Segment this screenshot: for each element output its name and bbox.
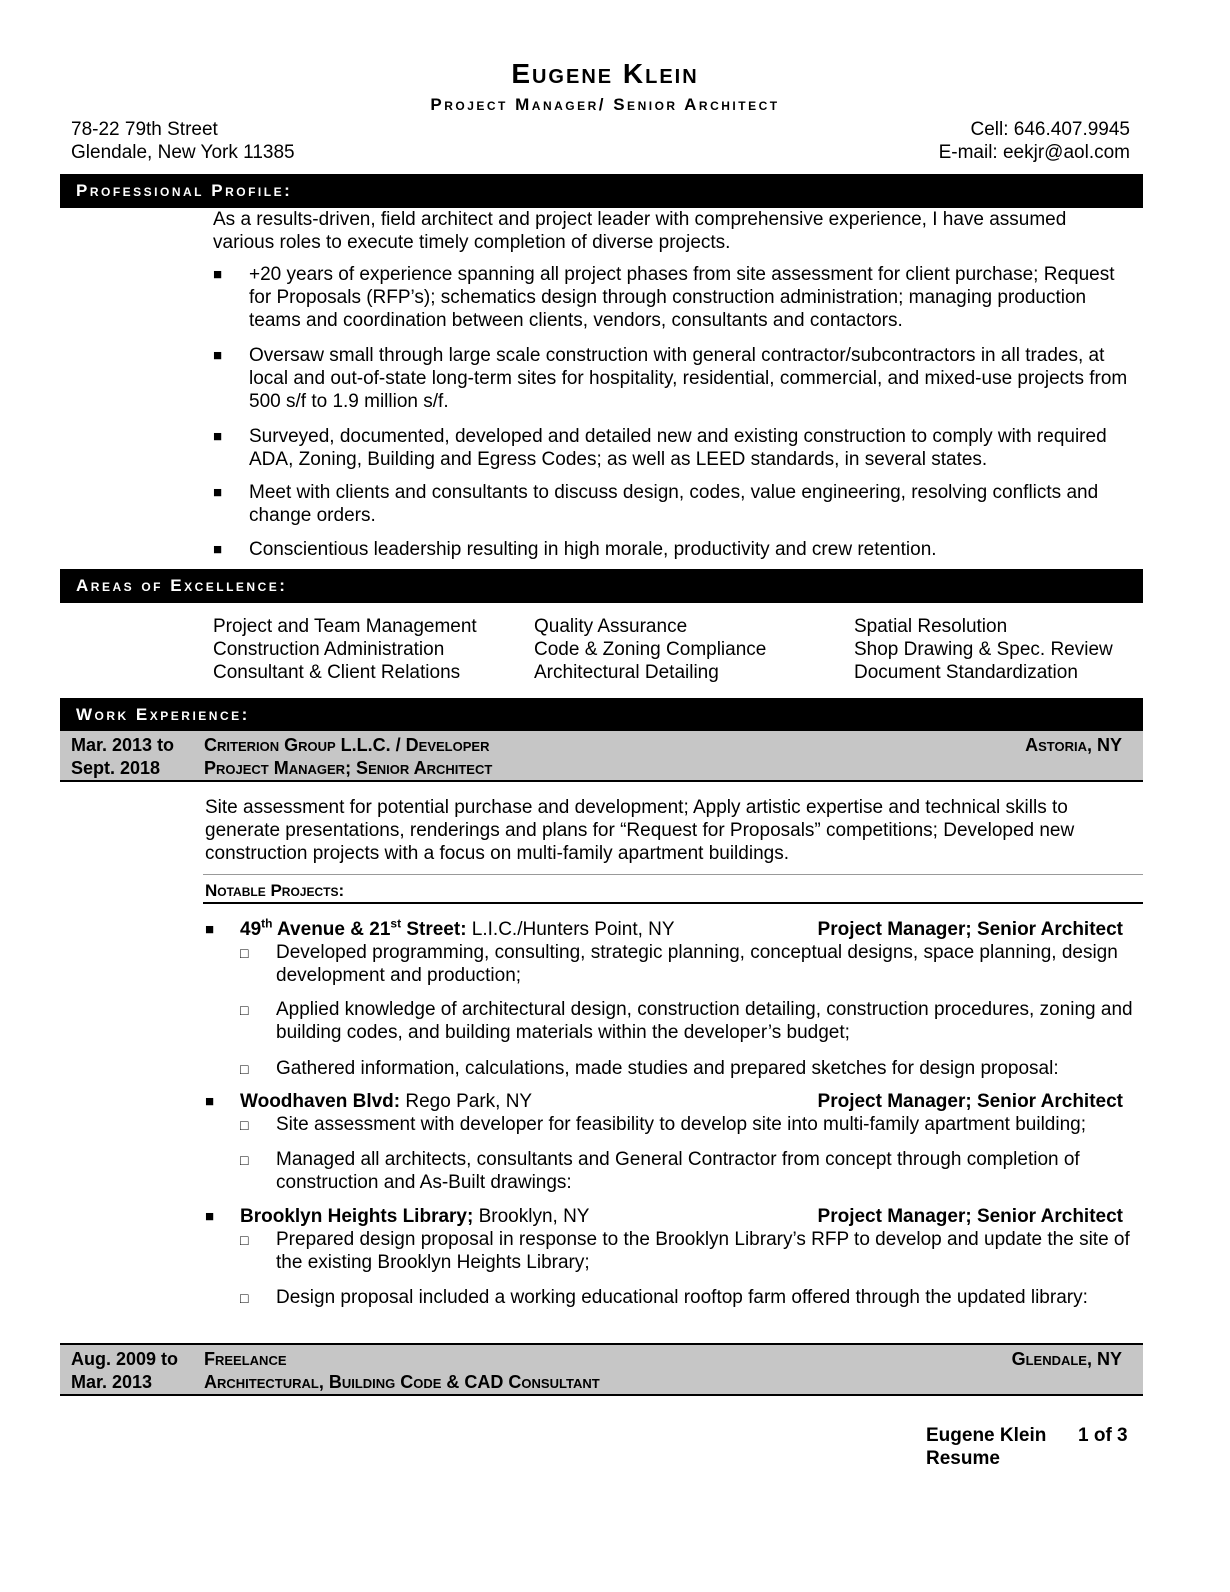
detail-text: Design proposal included a working educational rooftop farm offered through the updated library: <box>276 1287 1088 1308</box>
section-header-work: Work Experience: <box>60 698 1143 730</box>
email-address: E-mail: eekjr@aol.com <box>938 142 1130 163</box>
footer-name: Eugene Klein <box>926 1425 1047 1446</box>
notable-projects-heading: Notable Projects: <box>205 881 345 900</box>
divider <box>203 874 1143 875</box>
list-item <box>240 1057 1135 1080</box>
bullet-text: Oversaw small through large scale construction with general contractor/subcontractors in all trades, at local and out-of-state long-term sites for hospitality, residential, commercial, and mixed-use projects from 500 s/f to 1.9 million s/f. <box>249 345 1128 412</box>
job-date-end: Mar. 2013 <box>71 1372 153 1392</box>
job-header-bar <box>60 1343 1143 1396</box>
section-header-areas: Areas of Excellence: <box>60 569 1143 601</box>
bullet-icon: ■ <box>213 428 223 445</box>
detail-text: Managed all architects, consultants and General Contractor from concept through completion of construction and As-Built drawings: <box>276 1149 1080 1193</box>
areas-column-1 <box>213 615 477 684</box>
project-role: Project Manager; Senior Architect <box>817 919 1123 940</box>
sub-bullet-icon: □ <box>240 945 249 961</box>
page-number: 1 of 3 <box>1078 1425 1128 1446</box>
job-date-start: Aug. 2009 to <box>71 1349 179 1369</box>
bullet-icon: ■ <box>205 921 215 938</box>
profile-bullet-list <box>213 263 1138 561</box>
bullet-text: Surveyed, documented, developed and detailed new and existing construction to comply with required ADA, Zoning, Building and Egress Codes; as well as LEED standards, in several states. <box>249 426 1107 470</box>
bullet-icon: ■ <box>213 484 223 501</box>
area-item: Code & Zoning Compliance <box>534 639 767 660</box>
bullet-icon: ■ <box>213 541 223 558</box>
list-item <box>240 1286 1135 1309</box>
area-item: Architectural Detailing <box>534 662 719 683</box>
bullet-text: Meet with clients and consultants to discuss design, codes, value engineering, resolving conflicts and change orders. <box>249 482 1099 526</box>
areas-column-3 <box>854 615 1113 684</box>
job-date-start: Mar. 2013 to <box>71 735 175 755</box>
project-detail-list <box>240 1228 1135 1309</box>
job-company: Criterion Group L.L.C. / Developer <box>204 735 490 755</box>
area-item: Quality Assurance <box>534 616 688 637</box>
project-place: Brooklyn, NY <box>473 1206 590 1227</box>
job-summary: Site assessment for potential purchase and development; Apply artistic expertise and technical skills to generate presentations, renderings and plans for “Request for Proposals” competitions; Developed new construction projects with a focus on multi-family apartment buildings. <box>205 797 1075 864</box>
bullet-icon: ■ <box>205 1093 215 1110</box>
divider <box>203 902 1143 904</box>
project-role: Project Manager; Senior Architect <box>817 1206 1123 1227</box>
project-place: Rego Park, NY <box>400 1091 533 1112</box>
sub-bullet-icon: □ <box>240 1290 249 1306</box>
sub-bullet-icon: □ <box>240 1002 249 1018</box>
list-item <box>213 425 1138 471</box>
list-item <box>213 538 1138 561</box>
sub-bullet-icon: □ <box>240 1232 249 1248</box>
project-detail-list <box>240 941 1135 1080</box>
area-item: Document Standardization <box>854 662 1078 683</box>
project-detail-list <box>240 1113 1135 1194</box>
section-divider <box>60 601 1143 603</box>
list-item <box>240 941 1135 987</box>
list-item <box>213 344 1138 413</box>
profile-intro: As a results-driven, field architect and project leader with comprehensive experience, I have assumed various roles to execute timely completion of diverse projects. <box>213 209 1067 253</box>
detail-text: Applied knowledge of architectural design, construction detailing, construction procedures, zoning and building codes, and building materials within the developer’s budget; <box>276 999 1133 1043</box>
sub-bullet-icon: □ <box>240 1117 249 1133</box>
job-location: Astoria, NY <box>1025 735 1122 755</box>
detail-text: Developed programming, consulting, strategic planning, conceptual designs, space planning, design development and production; <box>276 942 1118 986</box>
area-item: Consultant & Client Relations <box>213 662 461 683</box>
section-header-profile: Professional Profile: <box>60 174 1143 206</box>
area-item: Shop Drawing & Spec. Review <box>854 639 1113 660</box>
project-place: L.I.C./Hunters Point, NY <box>466 919 675 940</box>
job-date-end: Sept. 2018 <box>71 758 161 778</box>
area-item: Construction Administration <box>213 639 445 660</box>
list-item <box>240 1228 1135 1274</box>
resume-title: Project Manager/ Senior Architect <box>430 95 780 114</box>
bullet-icon: ■ <box>213 347 223 364</box>
list-item <box>213 263 1138 332</box>
job-role: Architectural, Building Code & CAD Consultant <box>204 1372 600 1392</box>
resume-name: Eugene Klein <box>511 58 699 89</box>
areas-column-2 <box>534 615 766 684</box>
list-item <box>213 481 1138 527</box>
footer-doc-label: Resume <box>926 1448 1000 1469</box>
sub-bullet-icon: □ <box>240 1061 249 1077</box>
detail-text: Prepared design proposal in response to the Brooklyn Library’s RFP to develop and update the site of the existing Brooklyn Heights Library; <box>276 1229 1130 1273</box>
list-item <box>240 998 1135 1044</box>
list-item <box>240 1148 1135 1194</box>
area-item: Project and Team Management <box>213 616 477 637</box>
project-title: Woodhaven Blvd: Rego Park, NY <box>240 1091 533 1112</box>
detail-text: Site assessment with developer for feasibility to develop site into multi-family apartment building; <box>276 1114 1086 1135</box>
job-header-bar <box>60 729 1143 782</box>
job-role: Project Manager; Senior Architect <box>204 758 493 778</box>
project-title: 49th Avenue & 21st Street: L.I.C./Hunters Point, NY <box>240 916 675 940</box>
sub-bullet-icon: □ <box>240 1152 249 1168</box>
job-company: Freelance <box>204 1349 287 1369</box>
area-item: Spatial Resolution <box>854 616 1008 637</box>
bullet-icon: ■ <box>205 1208 215 1225</box>
address-line-1: 78-22 79th Street <box>71 119 218 140</box>
bullet-text: Conscientious leadership resulting in high morale, productivity and crew retention. <box>249 539 937 560</box>
project-title: Brooklyn Heights Library; Brooklyn, NY <box>240 1206 590 1227</box>
cell-phone: Cell: 646.407.9945 <box>970 119 1130 140</box>
list-item <box>240 1113 1135 1136</box>
project-role: Project Manager; Senior Architect <box>817 1091 1123 1112</box>
bullet-text: +20 years of experience spanning all project phases from site assessment for client purchase; Request for Proposals (RFP’s); schematics design through construction administration; managing production teams and coordination between clients, vendors, consultants and contactors. <box>249 264 1115 331</box>
bullet-icon: ■ <box>213 266 223 283</box>
job-location: Glendale, NY <box>1011 1349 1122 1369</box>
detail-text: Gathered information, calculations, made studies and prepared sketches for design proposal: <box>276 1058 1059 1079</box>
address-line-2: Glendale, New York 11385 <box>71 142 295 163</box>
